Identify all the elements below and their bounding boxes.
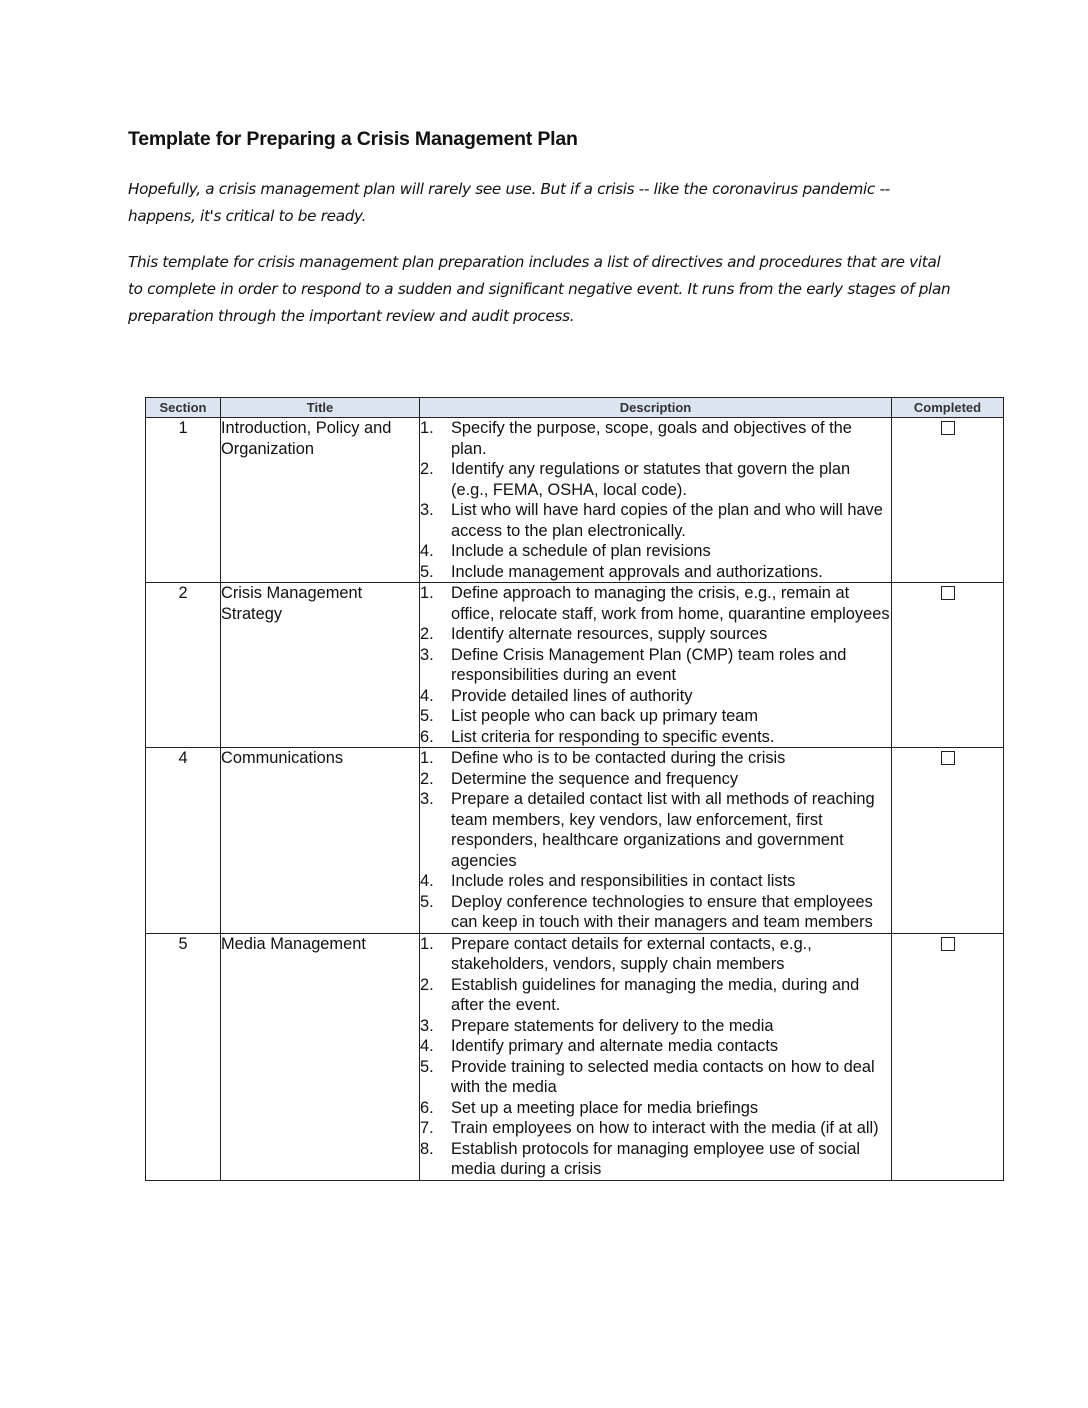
completed-cell <box>892 933 1004 1180</box>
list-item <box>420 1036 891 1057</box>
list-item <box>420 871 891 892</box>
list-item-number: 5. <box>420 1057 434 1076</box>
list-item-number: 3. <box>420 790 434 808</box>
crisis-plan-table <box>145 397 1004 1181</box>
list-item-text: Provide detailed lines of authority <box>451 686 693 705</box>
list-item-number: 6. <box>420 727 434 746</box>
list-item-text: Define approach to managing the crisis, e.g., remain at office, relocate staff, work from home, quarantine employees <box>451 584 890 623</box>
list-item-number: 3. <box>420 645 434 664</box>
section-description <box>420 748 892 934</box>
list-item-number: 8. <box>420 1139 434 1158</box>
list-item-number: 1. <box>420 419 434 437</box>
section-number: 1 <box>146 418 221 583</box>
list-item-text: List criteria for responding to specific events. <box>451 727 775 746</box>
list-item-number: 2. <box>420 975 434 994</box>
completed-cell <box>892 418 1004 583</box>
table-row <box>146 418 1004 583</box>
list-item <box>420 1098 891 1119</box>
list-item <box>420 1057 891 1098</box>
list-item-text: List people who can back up primary team <box>451 707 759 725</box>
completed-checkbox[interactable] <box>941 586 955 600</box>
section-number: 4 <box>146 748 221 934</box>
list-item-number: 2. <box>420 460 434 478</box>
list-item-number: 3. <box>420 1016 434 1035</box>
header-title: Title <box>221 398 420 418</box>
list-item-text: Include roles and responsibilities in contact lists <box>451 872 796 890</box>
list-item-number: 1. <box>420 584 434 602</box>
section-description <box>420 933 892 1180</box>
list-item <box>420 727 891 748</box>
completed-checkbox[interactable] <box>941 937 955 951</box>
section-number: 5 <box>146 933 221 1180</box>
list-item-text: Identify primary and alternate media contacts <box>451 1037 779 1055</box>
list-item <box>420 706 891 727</box>
list-item <box>420 459 891 500</box>
directive-list <box>420 748 891 933</box>
list-item-text: Prepare contact details for external contacts, e.g., stakeholders, vendors, supply chain members <box>451 934 812 973</box>
list-item-text: Establish guidelines for managing the media, during and after the event. <box>451 975 860 1014</box>
list-item-number: 1. <box>420 934 434 953</box>
table-body <box>146 418 1004 1181</box>
completed-checkbox[interactable] <box>941 421 955 435</box>
list-item-text: Deploy conference technologies to ensure that employees can keep in touch with their managers and team members <box>451 892 873 931</box>
list-item-number: 4. <box>420 542 434 560</box>
list-item <box>420 583 891 624</box>
list-item-text: Provide training to selected media contacts on how to deal with the media <box>451 1057 875 1096</box>
list-item <box>420 892 891 933</box>
list-item-text: List who will have hard copies of the plan and who will have access to the plan electronically. <box>451 501 883 540</box>
list-item <box>420 975 891 1016</box>
header-section: Section <box>146 398 221 418</box>
list-item <box>420 1118 891 1139</box>
section-title: Crisis Management Strategy <box>221 583 420 748</box>
list-item-number: 2. <box>420 769 434 788</box>
list-item-number: 4. <box>420 872 434 890</box>
completed-cell <box>892 583 1004 748</box>
list-item-text: Identify alternate resources, supply sources <box>451 625 768 643</box>
section-title: Communications <box>221 748 420 934</box>
list-item <box>420 748 891 769</box>
directive-list <box>420 418 891 582</box>
list-item-number: 5. <box>420 562 434 581</box>
section-description <box>420 583 892 748</box>
list-item-number: 5. <box>420 892 434 911</box>
list-item <box>420 562 891 583</box>
section-title: Media Management <box>221 933 420 1180</box>
list-item-number: 6. <box>420 1098 434 1117</box>
list-item-text: Set up a meeting place for media briefings <box>451 1098 759 1117</box>
directive-list <box>420 934 891 1180</box>
list-item-number: 3. <box>420 501 434 519</box>
table-row <box>146 583 1004 748</box>
table-header-row <box>146 398 1004 418</box>
list-item <box>420 1016 891 1037</box>
list-item-text: Include management approvals and authorizations. <box>451 562 823 581</box>
section-title: Introduction, Policy and Organization <box>221 418 420 583</box>
completed-cell <box>892 748 1004 934</box>
intro-paragraph: This template for crisis management plan preparation includes a list of directives and procedures that are vital to complete in order to respond to a sudden and significant negative event. It runs from the early stages of plan preparation through the important review and audit process. <box>128 253 951 325</box>
list-item <box>420 645 891 686</box>
list-item-text: Define who is to be contacted during the crisis <box>451 749 786 767</box>
table-row <box>146 933 1004 1180</box>
list-item-number: 2. <box>420 625 434 643</box>
intro-paragraph: Hopefully, a crisis management plan will rarely see use. But if a crisis -- like the coronavirus pandemic -- happens, it's critical to be ready. <box>128 180 890 225</box>
list-item <box>420 1139 891 1180</box>
list-item-text: Define Crisis Management Plan (CMP) team roles and responsibilities during an event <box>451 645 847 684</box>
table-row <box>146 748 1004 934</box>
list-item <box>420 541 891 562</box>
header-completed: Completed <box>892 398 1004 418</box>
directive-list <box>420 583 891 747</box>
list-item-text: Establish protocols for managing employee use of social media during a crisis <box>451 1139 861 1178</box>
list-item <box>420 769 891 790</box>
list-item <box>420 500 891 541</box>
list-item <box>420 789 891 871</box>
document-title: Template for Preparing a Crisis Management Plan <box>128 128 578 150</box>
list-item-text: Prepare a detailed contact list with all methods of reaching team members, key vendors, law enforcement, first responders, healthcare organizations and government agencies <box>451 790 875 870</box>
list-item-number: 4. <box>420 1037 434 1055</box>
list-item-number: 4. <box>420 686 434 705</box>
section-description <box>420 418 892 583</box>
list-item-text: Train employees on how to interact with the media (if at all) <box>451 1119 879 1137</box>
completed-checkbox[interactable] <box>941 751 955 765</box>
list-item-text: Identify any regulations or statutes that govern the plan (e.g., FEMA, OSHA, local code). <box>451 460 851 499</box>
list-item <box>420 934 891 975</box>
list-item-text: Specify the purpose, scope, goals and objectives of the plan. <box>451 419 852 458</box>
section-number: 2 <box>146 583 221 748</box>
list-item <box>420 624 891 645</box>
list-item-number: 7. <box>420 1119 434 1137</box>
list-item-number: 5. <box>420 707 434 725</box>
list-item <box>420 418 891 459</box>
header-description: Description <box>420 398 892 418</box>
list-item-text: Determine the sequence and frequency <box>451 769 739 788</box>
list-item-text: Prepare statements for delivery to the media <box>451 1016 774 1035</box>
list-item <box>420 686 891 707</box>
list-item-number: 1. <box>420 749 434 767</box>
list-item-text: Include a schedule of plan revisions <box>451 542 711 560</box>
